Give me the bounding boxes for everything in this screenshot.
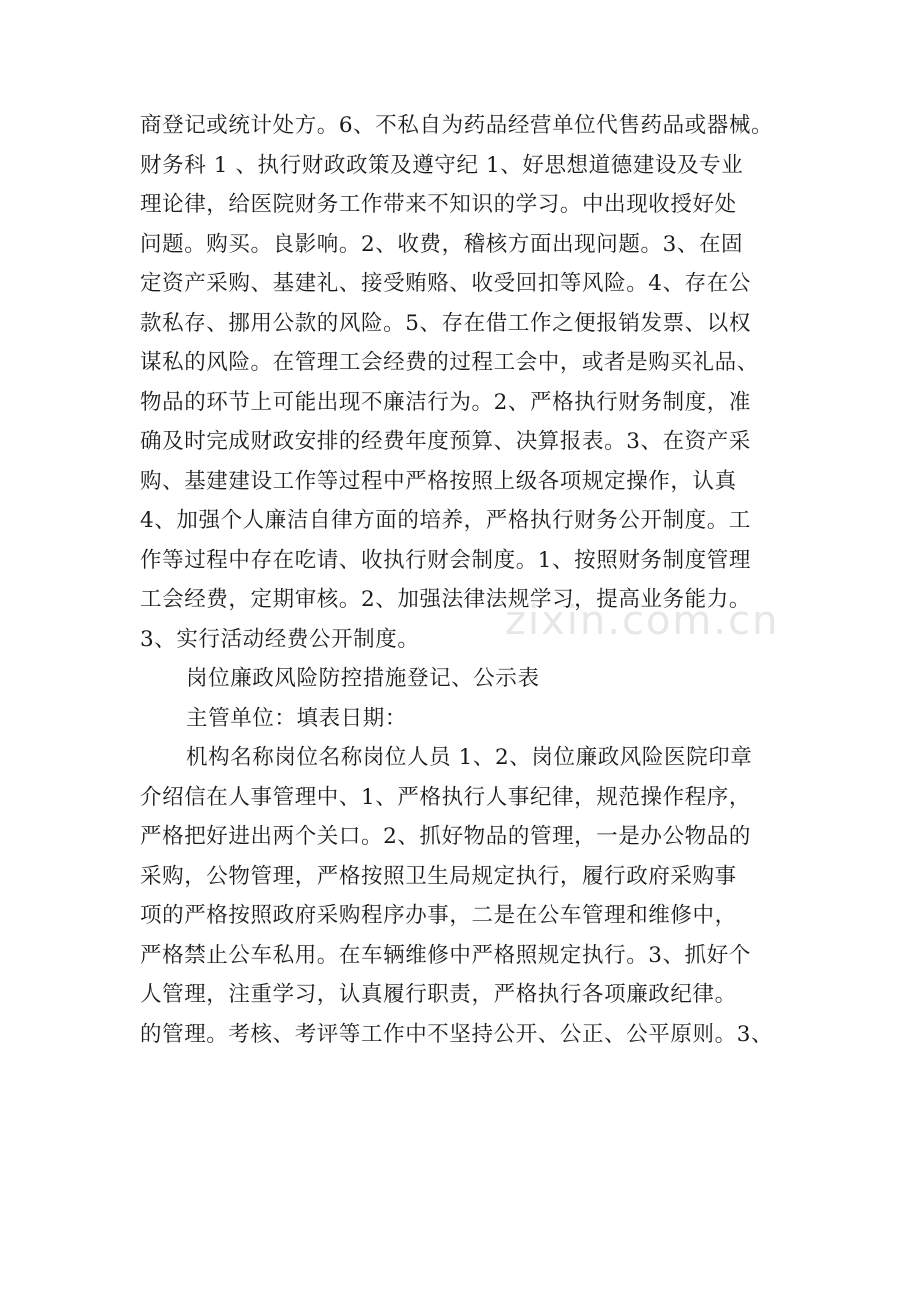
text-line: 理论律，给医院财务工作带来不知识的学习。中出现收授好处 [140, 192, 737, 217]
text-line: 4、加强个人廉洁自律方面的培养，严格执行财务公开制度。工 [140, 508, 751, 533]
text-line: 作等过程中存在吃请、收执行财会制度。1、按照财务制度管理 [140, 547, 751, 573]
table-meta: 主管单位：填表日期： [186, 705, 408, 731]
table-title: 岗位廉政风险防控措施登记、公示表 [186, 666, 540, 691]
text-line: 物品的环节上可能出现不廉洁行为。2、严格执行财务制度，准 [140, 389, 751, 415]
text-line: 严格禁止公车私用。在车辆维修中严格照规定执行。3、抓好个 [140, 942, 751, 968]
text-line: 采购，公物管理，严格按照卫生局规定执行，履行政府采购事 [140, 863, 737, 889]
watermark: zixin.com.cn [505, 598, 780, 644]
text-line: 3、实行活动经费公开制度。 [140, 626, 420, 652]
text-line: 确及时完成财政安排的经费年度预算、决算报表。3、在资产采 [140, 429, 751, 454]
text-line: 财务科 1 、执行财政政策及遵守纪 1、好思想道德建设及专业 [140, 152, 744, 178]
text-line: 项的严格按照政府采购程序办事，二是在公车管理和维修中， [140, 903, 737, 928]
text-line: 的管理。考核、考评等工作中不坚持公开、公正、公平原则。3、 [140, 1021, 774, 1047]
text-line: 问题。购买。良影响。2、收费，稽核方面出现问题。3、在固 [140, 231, 744, 257]
text-line: 介绍信在人事管理中、1、严格执行人事纪律，规范操作程序， [140, 784, 751, 810]
text-line: 严格把好进出两个关口。2、抓好物品的管理，一是办公物品的 [140, 824, 751, 849]
text-line: 定资产采购、基建礼、接受贿赂、收受回扣等风险。4、存在公 [140, 271, 751, 296]
text-line: 人管理，注重学习，认真履行职责，严格执行各项廉政纪律。 [140, 982, 737, 1007]
text-line: 工会经费，定期审核。2、加强法律法规学习，提高业务能力。 [140, 587, 751, 612]
text-line: 谋私的风险。在管理工会经费的过程工会中，或者是购买礼品、 [140, 350, 759, 375]
text-line: 商登记或统计处方。6、不私自为药品经营单位代售药品或器械。 [140, 113, 774, 138]
document-body [140, 106, 800, 1054]
text-line: 购、基建建设工作等过程中严格按照上级各项规定操作，认真 [140, 468, 737, 494]
text-line: 机构名称岗位名称岗位人员 1、2、岗位廉政风险医院印章 [186, 745, 753, 770]
text-line: 款私存、挪用公款的风险。5、存在借工作之便报销发票、以权 [140, 310, 751, 336]
